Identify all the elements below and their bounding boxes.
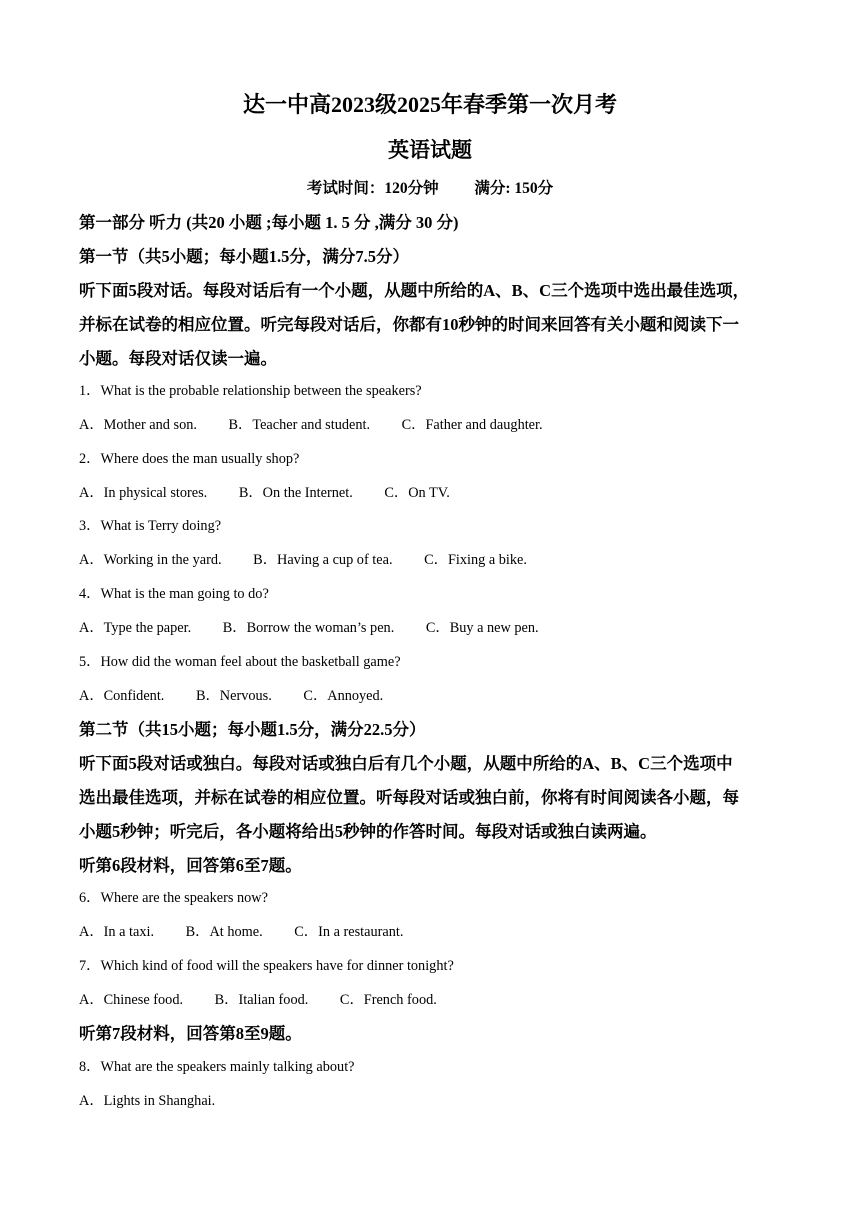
option-a: A．Working in the yard. xyxy=(79,552,222,568)
question-text: 8．What are the speakers mainly talking about? xyxy=(79,1059,355,1075)
question-options xyxy=(79,549,555,569)
option-b: B．Italian food. xyxy=(214,992,309,1008)
option-b: B．Borrow the woman’s pen. xyxy=(222,620,395,636)
exam-meta xyxy=(0,176,860,198)
option-b: B．Having a cup of tea. xyxy=(253,552,393,568)
question-options xyxy=(79,1090,243,1110)
exam-title: 达一中高2023级2025年春季第一次月考 xyxy=(242,92,617,117)
subject-title: 英语试题 xyxy=(388,138,472,162)
section1-heading: 第一节（共5小题；每小题1.5分，满分7.5分） xyxy=(79,247,409,266)
option-a: A．Type the paper. xyxy=(79,620,192,636)
question-text: 4．What is the man going to do? xyxy=(79,586,269,602)
section1-instruction-line: 并标在试卷的相应位置。听完每段对话后，你都有10秒钟的时间来回答有关小题和阅读下一 xyxy=(79,315,739,334)
section1-instruction-line: 听下面5段对话。每段对话后有一个小题，从题中所给的A、B、C三个选项中选出最佳选项， xyxy=(79,281,750,300)
section1-instruction-line: 小题。每段对话仅读一遍。 xyxy=(79,349,277,368)
option-a: A．Lights in Shanghai. xyxy=(79,1093,216,1109)
question-options xyxy=(79,617,567,637)
question-options xyxy=(79,921,431,941)
section2-instruction-line: 选出最佳选项，并标在试卷的相应位置。听每段对话或独白前，你将有时间阅读各小题，每 xyxy=(79,788,739,807)
question-options xyxy=(79,685,411,705)
option-b: B．Nervous. xyxy=(195,688,272,704)
section2-heading: 第二节（共15小题；每小题1.5分，满分22.5分） xyxy=(79,720,426,739)
section2-instruction-line: 听下面5段对话或独白。每段对话或独白后有几个小题，从题中所给的A、B、C三个选项中 xyxy=(79,754,733,773)
option-a: A．Confident. xyxy=(79,688,165,704)
exam-score: 满分: 150分 xyxy=(474,180,554,197)
option-b: B．At home. xyxy=(185,924,263,940)
question-text: 1．What is the probable relationship between the speakers? xyxy=(79,383,422,399)
option-c: C．Father and daughter. xyxy=(401,417,543,433)
question-options xyxy=(79,414,571,434)
section2-instruction-line: 小题5秒钟；听完后，各小题将给出5秒钟的作答时间。每段对话或独白读两遍。 xyxy=(79,822,657,841)
material-7-heading: 听第7段材料，回答第8至9题。 xyxy=(79,1024,302,1043)
question-options xyxy=(79,482,478,502)
option-a: A．Chinese food. xyxy=(79,992,184,1008)
option-c: C．Annoyed. xyxy=(303,688,384,704)
option-a: A．In a taxi. xyxy=(79,924,155,940)
material-6-heading: 听第6段材料，回答第6至7题。 xyxy=(79,856,302,875)
option-b: B．Teacher and student. xyxy=(228,417,371,433)
question-text: 3．What is Terry doing? xyxy=(79,518,222,534)
option-c: C．Buy a new pen. xyxy=(425,620,539,636)
question-text: 2．Where does the man usually shop? xyxy=(79,451,300,467)
option-c: C．French food. xyxy=(339,992,437,1008)
part1-heading: 第一部分 听力 (共20 小题 ;每小题 1. 5 分 ,满分 30 分) xyxy=(79,213,459,232)
question-text: 7．Which kind of food will the speakers have for dinner tonight? xyxy=(79,958,454,974)
question-options xyxy=(79,989,465,1009)
option-b: B．On the Internet. xyxy=(238,485,353,501)
option-a: A．Mother and son. xyxy=(79,417,197,433)
question-text: 5．How did the woman feel about the basketball game? xyxy=(79,654,401,670)
option-c: C．In a restaurant. xyxy=(294,924,404,940)
option-a: A．In physical stores. xyxy=(79,485,208,501)
option-c: C．Fixing a bike. xyxy=(424,552,527,568)
question-text: 6．Where are the speakers now? xyxy=(79,890,268,906)
option-c: C．On TV. xyxy=(384,485,450,501)
exam-time: 考试时间：120分钟 xyxy=(306,180,439,197)
